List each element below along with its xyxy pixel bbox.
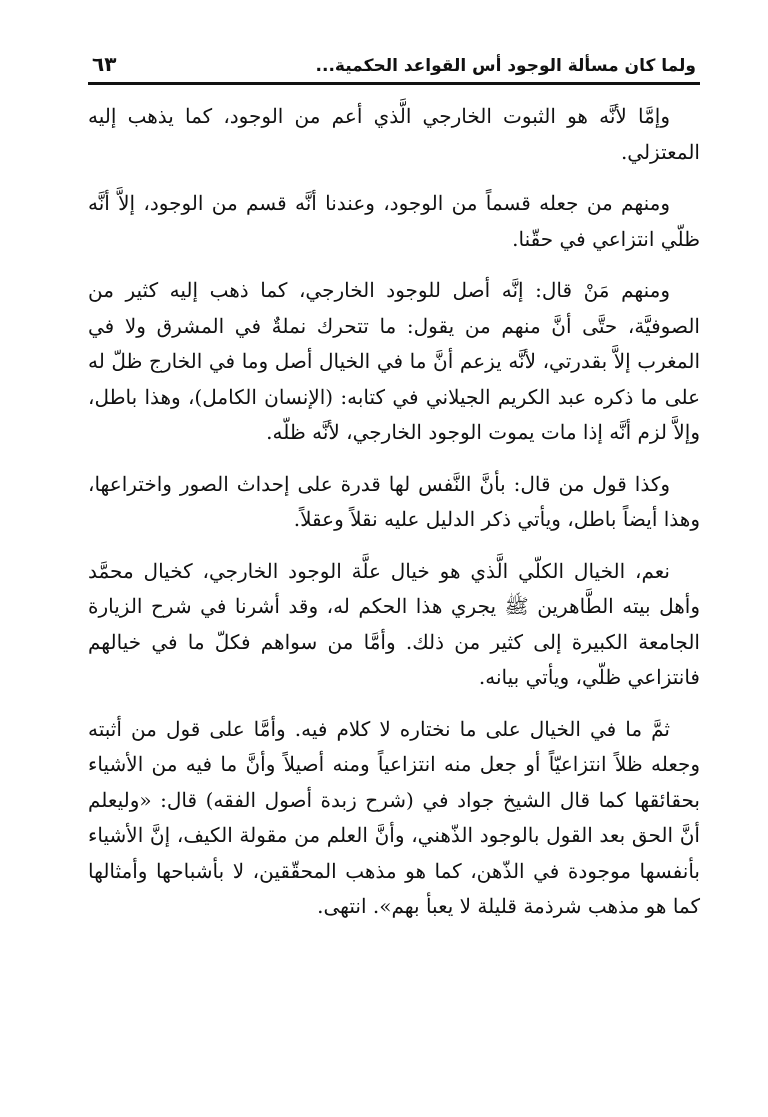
book-page — [88, 40, 700, 941]
page-number: ٦٣ — [92, 52, 117, 76]
page-header — [88, 40, 700, 85]
paragraph: وإمَّا لأنَّه هو الثبوت الخارجي الَّذي أعم من الوجود، كما يذهب إليه المعتزلي. — [88, 104, 700, 164]
running-title: ولما كان مسألة الوجود أس القواعد الحكمية... — [315, 56, 696, 76]
page-body — [88, 99, 700, 925]
paragraph: ومنهم مَنْ قال: إنَّه أصل للوجود الخارجي، كما ذهب إليه كثير من الصوفيَّة، حتَّى أنَّ منهم من يقول: ما تتحرك نملةٌ في المشرق ولا في المغرب إلاَّ بقدرتي، لأنَّه يزعم أنَّ ما في الخيال أصل وما في الخارج ظلّ له على ما ذكره عبد الكريم الجيلاني في كتابه: (الإنسان الكامل)، وهذا باطل، وإلاَّ لزم أنَّه إذا مات يموت الوجود الخارجي، لأنَّه ظلّه. — [88, 278, 700, 444]
paragraph: وكذا قول من قال: بأنَّ النَّفس لها قدرة على إحداث الصور واختراعها، وهذا أيضاً باطل، ويأتي ذكر الدليل عليه نقلاً وعقلاً. — [88, 471, 700, 531]
paragraph: نعم، الخيال الكلّي الَّذي هو خيال علَّة الوجود الخارجي، كخيال محمَّد وأهل بيته الطَّاهرين ﷺ يجري هذا الحكم له، وقد أشرنا في شرح الزيارة الجامعة الكبيرة إلى كثير من ذلك. وأمَّا من سواهم فكلّ ما في خيالهم فانتزاعي ظلّي، ويأتي بيانه. — [88, 558, 700, 689]
paragraph: ومنهم من جعله قسماً من الوجود، وعندنا أنَّه قسم من الوجود، إلاَّ أنَّه ظلّي انتزاعي في حقّنا. — [88, 191, 700, 251]
paragraph: ثمَّ ما في الخيال على ما نختاره لا كلام فيه. وأمَّا على قول من أثبته وجعله ظلاً انتزاعيّاً أو جعل منه انتزاعياً ومنه أصيلاً وأنَّ ما فيه من الأشياء بحقائقها كما قال الشيخ جواد في (شرح زبدة أصول الفقه) قال: «وليعلم أنَّ الحق بعد القول بالوجود الذّهني، وأنَّ العلم من مقولة الكيف، إنَّ الأشياء بأنفسها موجودة في الذّهن، كما هو مذهب المحقّقين، لا بأشباحها وأمثالها كما هو مذهب شرذمة قليلة لا يعبأ بهم». انتهى. — [88, 716, 700, 918]
